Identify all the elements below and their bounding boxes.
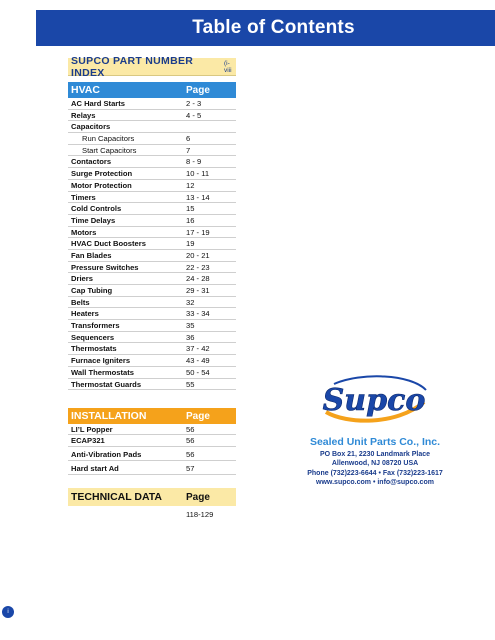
table-row [68,332,236,344]
row-page: 15 [186,204,195,214]
table-row [68,192,236,204]
row-name: Sequencers [71,332,115,342]
row-page: 56 [186,449,195,459]
company-info [280,436,470,488]
row-page: 55 [186,379,195,389]
table-row [68,435,236,446]
table-row [68,320,236,332]
table-row [68,145,236,157]
company-name: Sealed Unit Parts Co., Inc. [309,436,441,448]
row-name: Time Delays [71,215,116,225]
row-page: 50 - 54 [186,367,210,377]
table-row [68,227,236,239]
table-row [68,156,236,168]
technical-page-heading: Page [186,491,210,503]
row-name: AC Hard Starts [71,99,126,108]
table-row [68,447,236,461]
row-name: Hard start Ad [71,463,119,473]
row-page: 57 [186,463,195,473]
row-name: Fan Blades [71,250,112,260]
row-name: Driers [71,274,93,284]
row-page: 56 [186,436,195,446]
row-name: LI’L Popper [71,425,113,434]
row-name: ECAP321 [71,436,105,446]
table-row [68,379,236,391]
row-name: Motors [71,227,97,237]
row-name: Run Capacitors [82,134,135,144]
row-name: Wall Thermostats [71,367,135,377]
row-name: Cold Controls [71,204,122,214]
installation-list [68,424,236,475]
row-page: 56 [186,425,195,434]
row-page: 43 - 49 [186,356,210,366]
row-page: 29 - 31 [186,286,210,295]
table-row [68,121,236,133]
row-name: Thermostats [71,344,117,354]
technical-heading: TECHNICAL DATA [71,491,162,503]
title-bar [36,10,495,46]
row-page: 37 - 42 [186,344,210,354]
table-row [68,461,236,475]
row-page: 32 [186,297,195,307]
installation-section-header [68,408,236,424]
row-name: Pressure Switches [71,262,139,272]
row-name: Timers [71,192,96,202]
table-row [68,367,236,379]
technical-data-section-header [68,488,236,506]
row-name: Furnace Igniters [71,356,131,366]
table-row [68,180,236,192]
part-number-index-pages: (i-viii [223,59,232,74]
row-page: 24 - 28 [186,274,210,284]
row-name: Cap Tubing [71,286,113,295]
row-name: Thermostat Guards [71,379,142,389]
row-name: Contactors [71,157,112,167]
row-page: 7 [186,145,191,155]
company-address-1: PO Box 21, 2230 Landmark Place [319,451,431,458]
page-number-badge [2,606,14,618]
hvac-section-header [68,82,236,98]
company-phone: Phone (732)223-6644 • Fax (732)223-1617 [307,469,443,477]
table-row [68,98,236,110]
row-page: 22 - 23 [186,262,210,272]
logo-wordmark: Supco [322,383,426,418]
row-page: 17 - 19 [186,227,210,237]
row-page: 19 [186,239,195,249]
installation-heading: INSTALLATION [71,410,147,422]
hvac-page-heading: Page [186,84,210,96]
company-address-2: Allenwood, NJ 08720 USA [331,460,419,468]
row-name: Transformers [71,321,120,331]
page-title: Table of Contents [192,17,355,38]
row-name: HVAC Duct Boosters [71,239,146,249]
supco-logo [316,372,432,430]
part-number-index-row [68,54,236,79]
hvac-heading: HVAC [71,84,100,96]
row-page: 16 [186,215,195,225]
table-row [68,168,236,180]
row-name: Anti-Vibration Pads [71,449,142,459]
row-name: Heaters [71,309,99,319]
row-name: Belts [71,297,90,307]
page-number: i [7,609,9,615]
table-row [68,273,236,285]
table-row [68,215,236,227]
row-page: 6 [186,134,191,144]
part-number-index-label: SUPCO PART NUMBER INDEX [71,54,194,79]
table-row [68,424,236,435]
row-page: 36 [186,332,195,342]
row-name: Motor Protection [71,180,132,190]
row-page: 8 - 9 [186,157,202,167]
hvac-list [68,98,236,390]
company-web[interactable]: www.supco.com • info@supco.com [316,479,434,487]
row-page: 20 - 21 [186,250,210,260]
row-page: 35 [186,321,195,331]
row-page: 13 - 14 [186,192,210,202]
table-row [68,133,236,145]
table-row [68,262,236,274]
row-name: Surge Protection [71,169,133,179]
row-name: Capacitors [71,122,111,132]
installation-page-heading: Page [186,410,210,422]
table-row [68,238,236,250]
table-row [68,110,236,122]
row-name: Relays [71,110,96,120]
table-row [68,285,236,297]
row-page: 12 [186,180,195,190]
table-row [68,297,236,309]
table-row [68,203,236,215]
row-page: 4 - 5 [186,110,202,120]
table-row [68,250,236,262]
technical-data-pages: 118-129 [186,510,214,519]
row-page: 2 - 3 [186,99,202,108]
row-page: 33 - 34 [186,309,210,319]
row-name: Start Capacitors [82,145,137,155]
table-row [68,343,236,355]
row-page: 10 - 11 [186,169,210,179]
table-row [68,355,236,367]
table-row [68,308,236,320]
